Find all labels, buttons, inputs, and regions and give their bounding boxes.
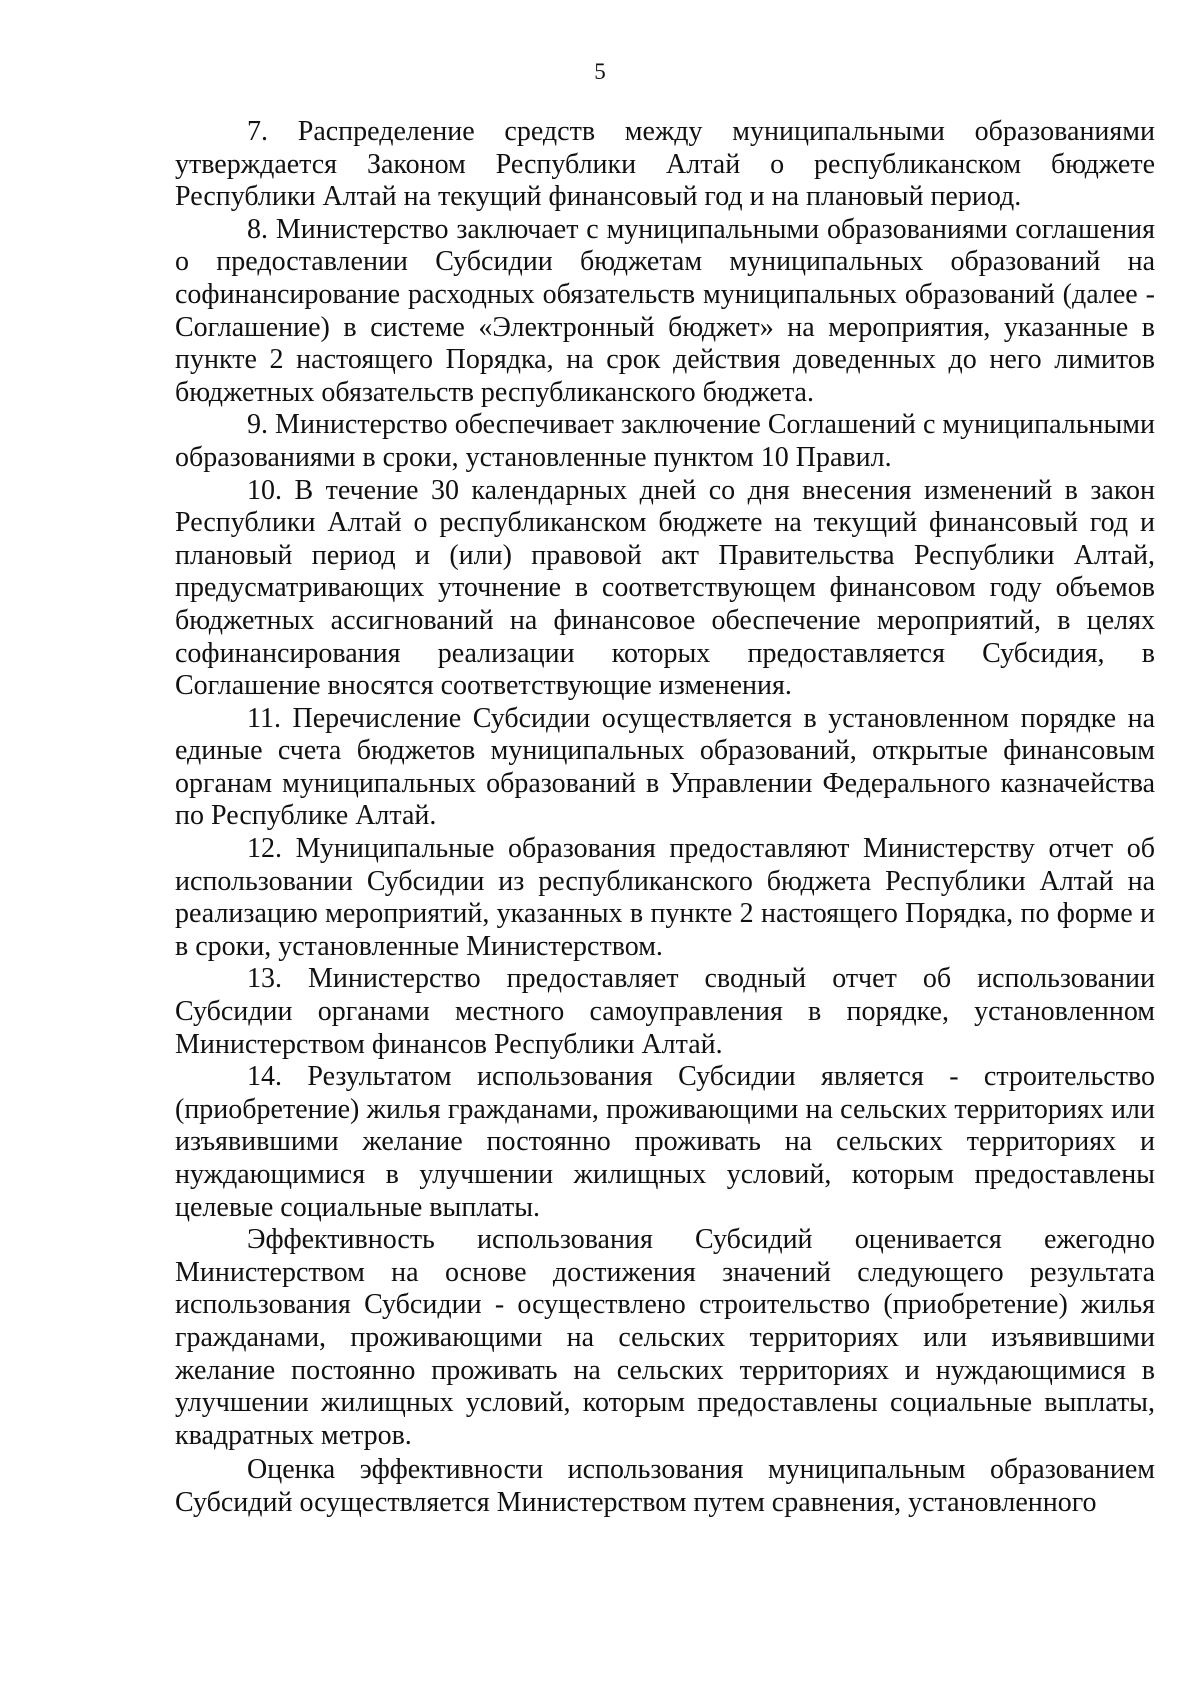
document-body xyxy=(175,116,1155,1520)
page-number: 5 xyxy=(594,59,606,84)
paragraph-8: 8. Министерство заключает с муниципальными образованиями соглашения о предоставлении Субсидии бюджетам муниципальных образований на софинансирование расходных обязательств муниципальных образований (далее - Соглашение) в системе «Электронный бюджет» на мероприятия, указанные в пункте 2 настоящего Порядка, на срок действия доведенных до него лимитов бюджетных обязательств республиканского бюджета. xyxy=(175,213,1155,408)
paragraph-9: 9. Министерство обеспечивает заключение Соглашений с муниципальными образованиями в сроки, установленные пунктом 10 Правил. xyxy=(175,409,1155,473)
paragraph-14: 14. Результатом использования Субсидии является - строительство (приобретение) жилья гражданами, проживающими на сельских территориях или изъявившими желание постоянно проживать на сельских территориях и нуждающимися в улучшении жилищных условий, которым предоставлены целевые социальные выплаты. xyxy=(175,1061,1155,1223)
paragraph-13: 13. Министерство предоставляет сводный отчет об использовании Субсидии органами местного самоуправления в порядке, установленном Министерством финансов Республики Алтай. xyxy=(175,963,1155,1060)
paragraph-7: 7. Распределение средств между муниципальными образованиями утверждается Законом Республики Алтай о республиканском бюджете Республики Алтай на текущий финансовый год и на плановый период. xyxy=(175,116,1155,213)
paragraph-11: 11. Перечисление Субсидии осуществляется в установленном порядке на единые счета бюджетов муниципальных образований, открытые финансовым органам муниципальных образований в Управлении Федерального казначейства по Республике Алтай. xyxy=(175,702,1155,832)
paragraph-10: 10. В течение 30 календарных дней со дня внесения изменений в закон Республики Алтай о республиканском бюджете на текущий финансовый год и плановый период и (или) правовой акт Правительства Республики Алтай, предусматривающих уточнение в соответствующем финансовом году объемов бюджетных ассигнований на финансовое обеспечение мероприятий, в целях софинансирования реализации которых предоставляется Субсидия, в Соглашение вносятся соответствующие изменения. xyxy=(175,474,1155,702)
paragraph-efficiency: Эффективность использования Субсидий оценивается ежегодно Министерством на основе достижения значений следующего результата использования Субсидии - осуществлено строительство (приобретение) жилья гражданами, проживающими на сельских территориях или изъявившими желание постоянно проживать на сельских территориях и нуждающимися в улучшении жилищных условий, которым предоставлены социальные выплаты, квадратных метров. xyxy=(175,1224,1155,1451)
paragraph-evaluation: Оценка эффективности использования муниципальным образованием Субсидий осуществляется Министерством путем сравнения, установленного xyxy=(175,1454,1155,1518)
paragraph-12: 12. Муниципальные образования предоставляют Министерству отчет об использовании Субсидии из республиканского бюджета Республики Алтай на реализацию мероприятий, указанных в пункте 2 настоящего Порядка, по форме и в сроки, установленные Министерством. xyxy=(175,833,1155,962)
